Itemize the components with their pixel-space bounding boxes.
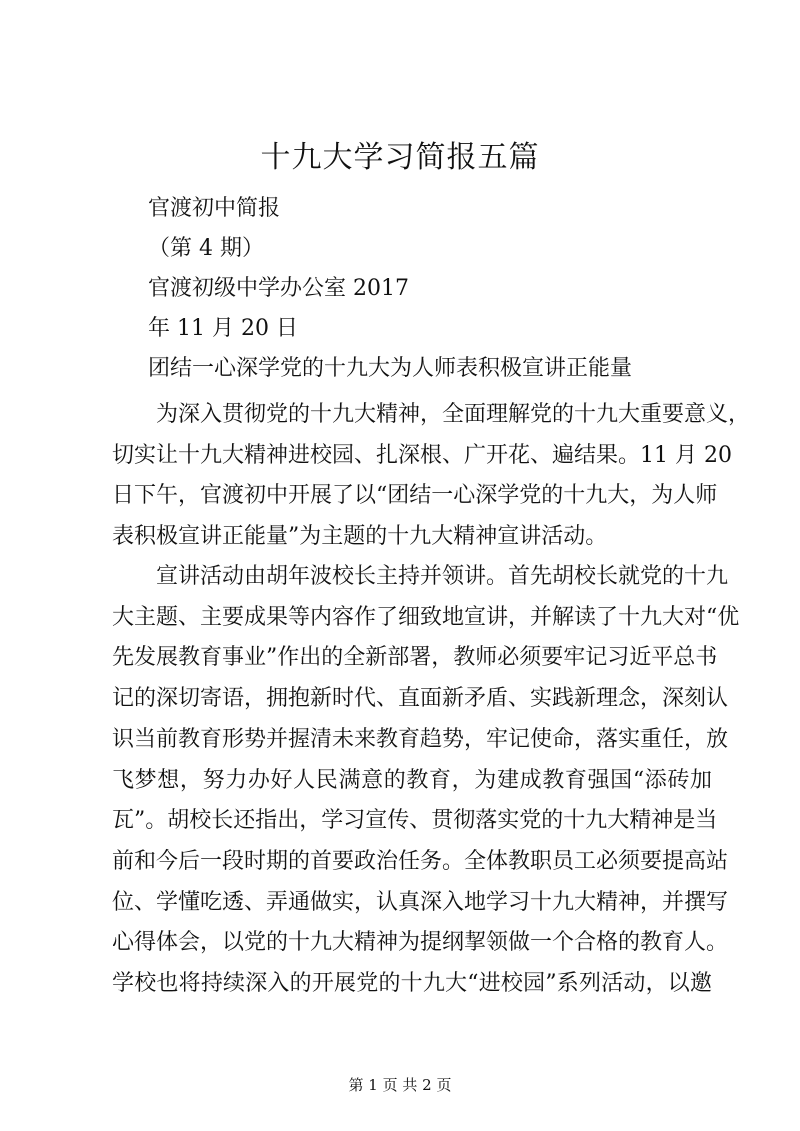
paragraph-2 <box>112 557 740 1005</box>
paragraph-line: 日下午，官渡初中开展了以“团结一心深学党的十九大，为人师 <box>112 483 718 509</box>
paragraph-line: 表积极宣讲正能量”为主题的十九大精神宣讲活动。 <box>112 524 608 550</box>
paragraph-line: 前和今后一段时期的首要政治任务。全体教职员工必须要提高站 <box>112 848 729 874</box>
paragraph-1 <box>112 395 751 558</box>
paragraph-line: 飞梦想，努力办好人民满意的教育，为建成教育强国“添砖加 <box>112 767 712 793</box>
issue-number: （第 4 期） <box>148 236 264 261</box>
paragraph-line: 瓦”。胡校长还指出，学习宣传、贯彻落实党的十九大精神是当 <box>112 808 718 834</box>
paragraph-line: 宣讲活动由胡年波校长主持并领讲。首先胡校长就党的十九 <box>112 564 729 589</box>
issue-date: 年 11 月 20 日 <box>148 316 298 341</box>
document-title: 十九大学习简报五篇 <box>260 140 540 175</box>
paragraph-line: 切实让十九大精神进校园、扎深根、广开花、遍结果。11 月 20 <box>112 442 732 468</box>
paragraph-line: 先发展教育事业”作出的全新部署，教师必须要牢记习近平总书 <box>112 645 718 671</box>
paragraph-line: 心得体会，以党的十九大精神为提纲挈领做一个合格的教育人。 <box>112 930 729 956</box>
issuing-office: 官渡初级中学办公室 2017 <box>148 276 409 301</box>
article-headline: 团结一心深学党的十九大为人师表积极宣讲正能量 <box>148 356 633 381</box>
paragraph-line: 大主题、主要成果等内容作了细致地宣讲，并解读了十九大对“优 <box>112 604 740 630</box>
newsletter-name: 官渡初中简报 <box>148 196 281 221</box>
page-footer: 第 1 页 共 2 页 <box>348 1076 452 1094</box>
paragraph-line: 记的深切寄语，拥抱新时代、直面新矛盾、实践新理念，深刻认 <box>112 686 729 712</box>
paragraph-line: 位、学懂吃透、弄通做实，认真深入地学习十九大精神，并撰写 <box>112 889 729 915</box>
paragraph-line: 学校也将持续深入的开展党的十九大“进校园”系列活动，以邀 <box>112 971 712 997</box>
paragraph-line: 为深入贯彻党的十九大精神，全面理解党的十九大重要意义， <box>112 402 751 427</box>
paragraph-line: 识当前教育形势并握清未来教育趋势，牢记使命，落实重任，放 <box>112 726 729 752</box>
